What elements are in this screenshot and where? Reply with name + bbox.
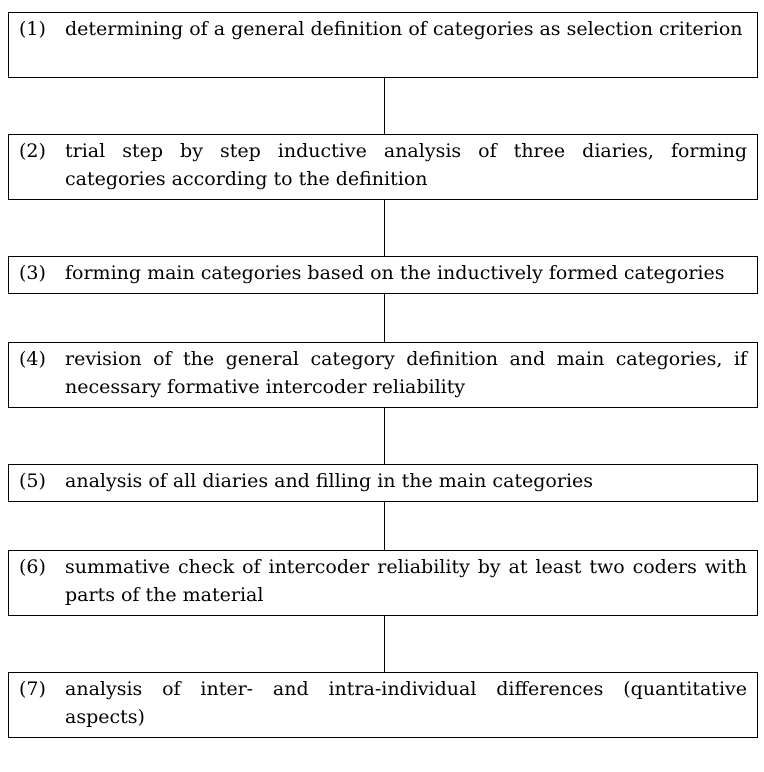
step-4-box (8, 342, 758, 408)
step-3-text: forming main categories based on the inductively formed categories (65, 262, 725, 284)
connector-1-2 (384, 78, 385, 134)
step-1-number: (1) (19, 18, 46, 40)
connector-6-7 (384, 616, 385, 672)
connector-5-6 (384, 502, 385, 550)
connector-3-4 (384, 294, 385, 342)
step-7-number: (7) (19, 678, 46, 700)
step-1-box (8, 12, 758, 78)
step-4-number: (4) (19, 348, 46, 370)
step-4-text: revision of the general category definition and main categories, if necessary formative intercoder reliability (65, 348, 747, 398)
step-5-box (8, 464, 758, 502)
step-6-text: summative check of intercoder reliability by at least two coders with parts of the material (65, 556, 747, 606)
step-2-text: trial step by step inductive analysis of three diaries, forming categories according to the definition (65, 140, 747, 190)
step-7-box (8, 672, 758, 738)
step-3-number: (3) (19, 262, 46, 284)
connector-4-5 (384, 408, 385, 464)
step-6-box (8, 550, 758, 616)
step-5-number: (5) (19, 470, 46, 492)
step-2-box (8, 134, 758, 200)
step-5-text: analysis of all diaries and filling in the main categories (65, 470, 594, 492)
step-3-box (8, 256, 758, 294)
step-2-number: (2) (19, 140, 46, 162)
connector-2-3 (384, 200, 385, 256)
step-1-text: determining of a general definition of categories as selection criterion (65, 18, 743, 40)
step-6-number: (6) (19, 556, 46, 578)
step-7-text: analysis of inter- and intra-individual differences (quantitative aspects) (65, 678, 747, 728)
